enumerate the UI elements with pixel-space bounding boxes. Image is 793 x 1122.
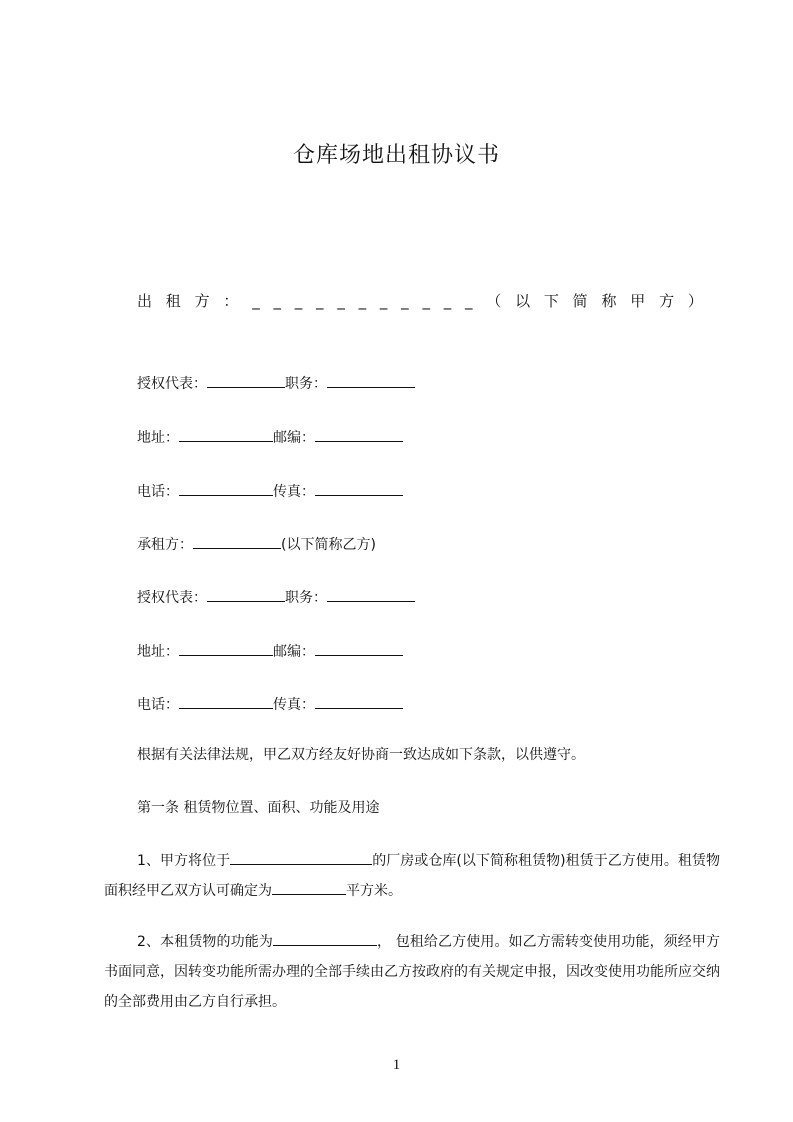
party-a-rep-label: 授权代表： bbox=[137, 376, 207, 392]
party-a-address-blank bbox=[179, 425, 273, 442]
party-b-postcode-blank bbox=[315, 639, 403, 656]
article-1-clause-1 bbox=[104, 846, 720, 906]
party-a-rep-blank bbox=[207, 371, 285, 388]
lessor-line-char: _ bbox=[401, 292, 409, 310]
lessor-line-char: _ bbox=[422, 292, 430, 310]
lessor-line-char: _ bbox=[294, 292, 303, 310]
lessor-line-char: 以 bbox=[515, 292, 531, 310]
party-b-rep-row bbox=[137, 585, 415, 609]
lessor-line-char: 甲 bbox=[630, 292, 646, 310]
party-a-fax-blank bbox=[315, 479, 403, 496]
lessor-line-char: 方 bbox=[659, 292, 675, 310]
party-b-fax-blank bbox=[315, 692, 403, 709]
article-1-heading: 第一条 租赁物位置、面积、功能及用途 bbox=[137, 800, 380, 816]
party-b-postcode-label: 邮编： bbox=[273, 644, 315, 660]
lessor-line-char: （ bbox=[486, 292, 502, 310]
preamble: 根据有关法律法规，甲乙双方经友好协商一致达成如下条款，以供遵守。 bbox=[137, 747, 585, 763]
party-a-position-blank bbox=[327, 371, 415, 388]
clause-2-part-1: 2、本租赁物的功能为 bbox=[137, 934, 273, 950]
clause-2-part-2: ， 包租给乙方使用。如乙方需转变使用功能，须经甲方书面同意，因转变功能所需办理的全部手续由乙方按政府的有关规定申报，因改变使用功能所应交纳的全部费用由乙方自行承担。 bbox=[104, 934, 720, 1010]
lessor-line-char: ） bbox=[687, 292, 703, 310]
party-b-phone-label: 电话： bbox=[137, 697, 179, 713]
lessor-line-char: 方 bbox=[194, 292, 210, 310]
clause-1-part-1: 1、甲方将位于 bbox=[137, 853, 231, 869]
party-b-phone-blank bbox=[179, 692, 273, 709]
party-b-rep-blank bbox=[207, 585, 285, 602]
clause-2-function-blank bbox=[273, 929, 377, 946]
party-a-phone-label: 电话： bbox=[137, 484, 179, 500]
lessor-line-char: 租 bbox=[165, 292, 181, 310]
lessor-line-char: _ bbox=[316, 292, 324, 310]
lessor-line-char: _ bbox=[465, 292, 473, 310]
party-a-rep-row bbox=[137, 371, 415, 395]
lessor-line-char: _ bbox=[273, 292, 281, 310]
party-a-position-label: 职务： bbox=[285, 376, 327, 392]
lessor-line-char: _ bbox=[358, 292, 367, 310]
party-b-address-label: 地址： bbox=[137, 644, 179, 660]
party-a-postcode-label: 邮编： bbox=[273, 430, 315, 446]
lessee-blank bbox=[193, 532, 281, 549]
party-a-phone-blank bbox=[179, 479, 273, 496]
party-a-address-label: 地址： bbox=[137, 430, 179, 446]
party-b-position-label: 职务： bbox=[285, 590, 327, 606]
article-1-clause-2 bbox=[104, 927, 720, 1017]
lessor-line-char: 称 bbox=[601, 292, 617, 310]
party-b-rep-label: 授权代表： bbox=[137, 590, 207, 606]
lessee-label: 承租方： bbox=[137, 537, 193, 553]
lessor-line-char: ： bbox=[223, 292, 239, 310]
lessor-line-char: _ bbox=[252, 292, 260, 310]
party-b-position-blank bbox=[327, 585, 415, 602]
page-number: 1 bbox=[392, 1057, 401, 1073]
lessor-line-char: 出 bbox=[137, 292, 153, 310]
party-b-phone-row bbox=[137, 692, 403, 716]
lessee-row bbox=[137, 532, 376, 556]
party-a-address-row bbox=[137, 425, 403, 449]
party-a-fax-label: 传真： bbox=[273, 484, 315, 500]
lessor-line-char: _ bbox=[443, 292, 452, 310]
party-b-fax-label: 传真： bbox=[273, 697, 315, 713]
lessor-line-char: 简 bbox=[572, 292, 588, 310]
lessor-line bbox=[137, 290, 703, 312]
lessor-line-char: 下 bbox=[543, 292, 559, 310]
party-b-address-row bbox=[137, 639, 403, 663]
clause-1-location-blank bbox=[230, 848, 372, 865]
party-a-phone-row bbox=[137, 479, 403, 503]
party-a-postcode-blank bbox=[315, 425, 403, 442]
lessee-suffix: (以下简称乙方) bbox=[281, 537, 376, 553]
clause-1-part-2: 的厂房或仓库(以下简称租赁物)租赁于乙方使用。租赁物面积经甲乙双方认可确定为 bbox=[104, 853, 720, 899]
clause-1-part-3: 平方米。 bbox=[346, 883, 402, 899]
lessor-line-char: _ bbox=[337, 292, 345, 310]
party-b-address-blank bbox=[179, 639, 273, 656]
document-title: 仓库场地出租协议书 bbox=[292, 143, 500, 168]
lessor-line-char: _ bbox=[379, 292, 388, 310]
clause-1-area-blank bbox=[272, 878, 346, 895]
